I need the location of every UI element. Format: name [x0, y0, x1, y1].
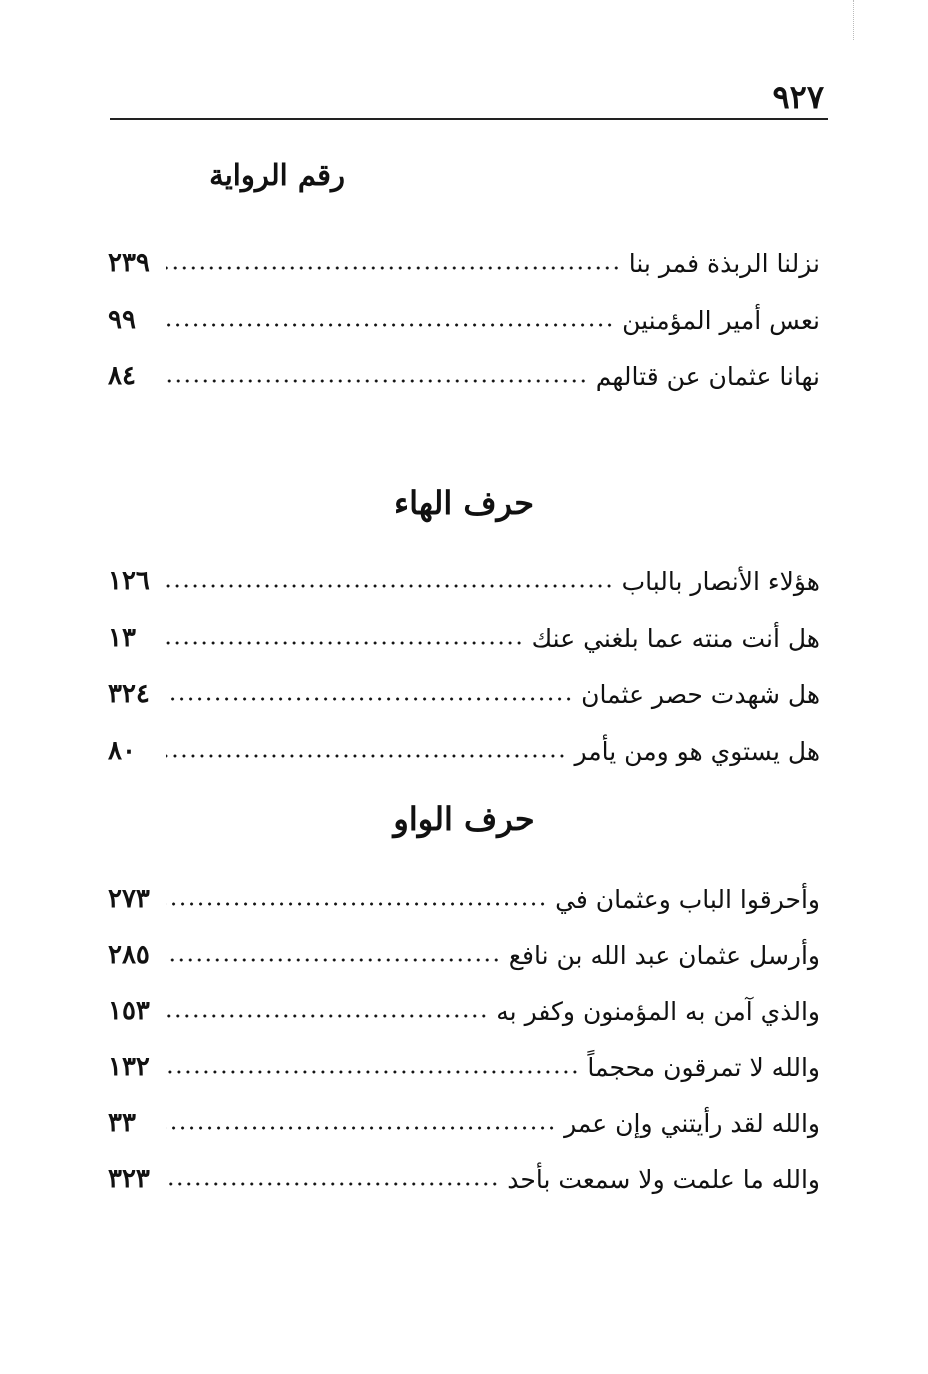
entry-title: وأرسل عثمان عبد الله بن نافع — [508, 940, 820, 970]
entry-title: وأحرقوا الباب وعثمان في — [555, 884, 820, 914]
index-entry — [108, 1102, 820, 1144]
entry-title: هل أنت منته عما بلغني عنك — [531, 623, 820, 653]
section-heading-waw: حرف الواو — [393, 800, 535, 838]
dot-leader — [166, 584, 614, 588]
index-entry — [108, 242, 820, 284]
entry-ref-number: ٩٩ — [108, 305, 136, 335]
entry-title: نهانا عثمان عن قتالهم — [595, 361, 820, 391]
dot-leader — [166, 902, 547, 906]
index-entry — [108, 1046, 820, 1088]
dot-leader — [166, 697, 573, 701]
entry-ref-number: ٨٤ — [108, 361, 136, 391]
column-label-text: رقم الرواية — [209, 158, 345, 192]
entry-title: والله لقد رأيتني وإن عمر — [564, 1108, 820, 1138]
entry-ref-number: ٣٢٣ — [108, 1164, 150, 1194]
page-number: ٩٢٧ — [772, 78, 824, 116]
index-entry — [108, 990, 820, 1032]
dot-leader — [166, 379, 588, 383]
index-entry — [108, 560, 820, 602]
dot-leader — [166, 1014, 488, 1018]
index-entry — [108, 730, 820, 772]
entry-ref-number: ١٣ — [108, 623, 136, 653]
entry-title: والله ما علمت ولا سمعت بأحد — [507, 1164, 820, 1194]
entry-ref-number: ١٥٣ — [108, 996, 150, 1026]
entry-ref-number: ٨٠ — [108, 736, 136, 766]
header-rule — [110, 118, 828, 120]
index-entry — [108, 1158, 820, 1200]
index-entry — [108, 617, 820, 659]
column-label — [145, 158, 345, 192]
entry-title: نزلنا الربذة فمر بنا — [628, 248, 820, 278]
section-heading-haa: حرف الهاء — [394, 484, 534, 522]
dot-leader — [166, 958, 501, 962]
entry-title: هل شهدت حصر عثمان — [581, 679, 820, 709]
dot-leader — [166, 1182, 499, 1186]
index-entry — [108, 299, 820, 341]
dot-leader — [166, 754, 566, 758]
entry-title: نعس أمير المؤمنين — [622, 305, 820, 335]
entry-ref-number: ٢٧٣ — [108, 884, 150, 914]
entry-ref-number: ٢٨٥ — [108, 940, 150, 970]
dot-leader — [166, 266, 621, 270]
entry-ref-number: ٣٢٤ — [108, 679, 150, 709]
entry-title: والله لا تمرقون محجماً — [587, 1052, 820, 1082]
index-entry — [108, 934, 820, 976]
dot-leader — [166, 323, 614, 327]
entry-ref-number: ١٣٢ — [108, 1052, 150, 1082]
index-entry — [108, 673, 820, 715]
entry-ref-number: ٢٣٩ — [108, 248, 150, 278]
index-entry — [108, 878, 820, 920]
entry-title: هل يستوي هو ومن يأمر — [574, 736, 820, 766]
page-edge-mark — [853, 0, 854, 40]
dot-leader — [166, 1126, 556, 1130]
entry-ref-number: ١٢٦ — [108, 566, 150, 596]
entry-title: والذي آمن به المؤمنون وكفر به — [496, 996, 820, 1026]
entry-title: هؤلاء الأنصار بالباب — [621, 566, 820, 596]
index-entry — [108, 355, 820, 397]
entry-ref-number: ٣٣ — [108, 1108, 136, 1138]
dot-leader — [166, 1070, 579, 1074]
dot-leader — [166, 641, 524, 645]
